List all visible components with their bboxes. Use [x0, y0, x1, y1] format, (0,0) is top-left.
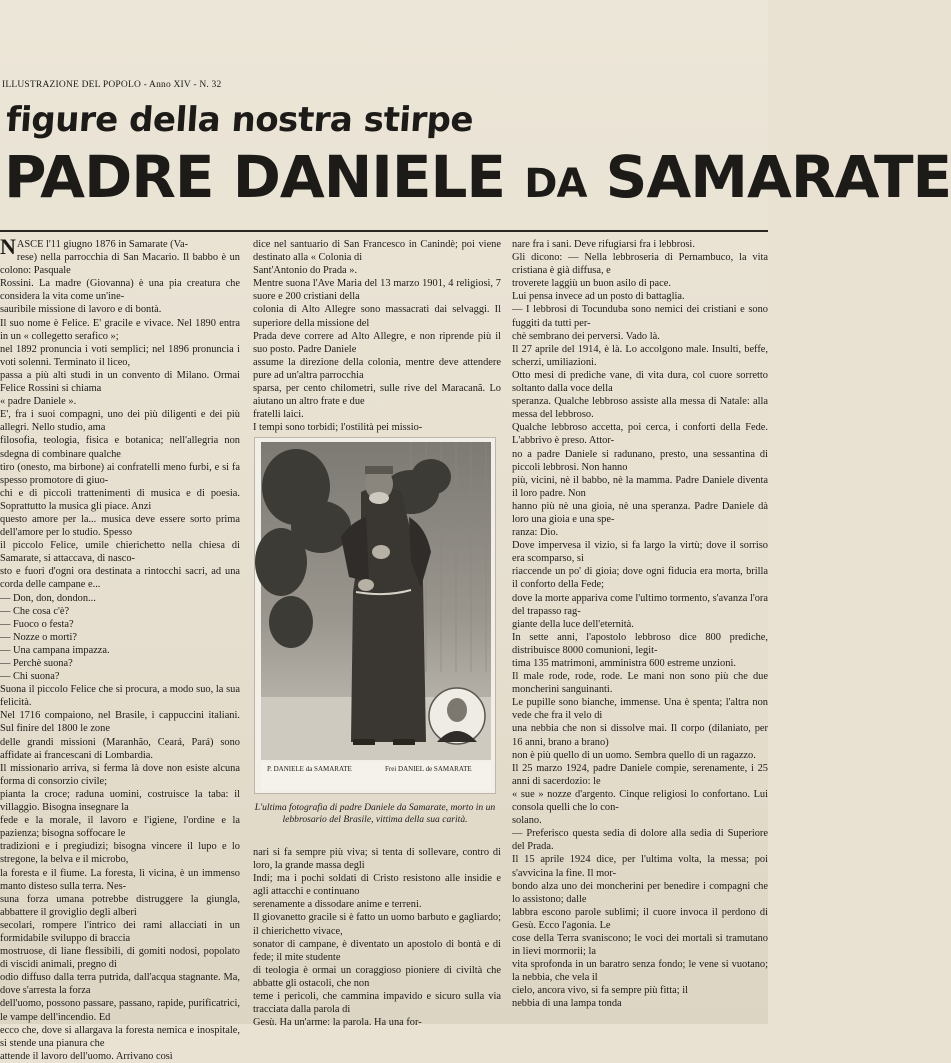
- text-paragraph: — Preferisco questa sedia di dolore alla sedia di Superiore del Prada.: [512, 828, 768, 853]
- drop-cap: N: [0, 234, 16, 259]
- text-paragraph: — Perchè suona?: [0, 658, 73, 669]
- text-paragraph: chi e di piccoli trattenimenti di musica e di poesia. Soprattutto la musica gli piace. Anzi: [0, 487, 240, 512]
- text-paragraph: sparsa, per cento chilometri, sulle rive del Maracanã. Lo aiutano un altro frate e due: [253, 383, 501, 408]
- portrait-photo-drawing: [261, 442, 491, 760]
- text-paragraph: Prada deve correre ad Alto Allegre, e non riprende più il suo posto. Padre Daniele: [253, 330, 501, 355]
- text-paragraph: cielo, ancora vivo, si fa sempre più fitta; il: [512, 985, 689, 997]
- text-paragraph: assume la direzione della colonia, mentre deve attendere pure ad un'altra parrocchia: [253, 356, 501, 381]
- text-paragraph: ASCE l'11 giugno 1876 in Samarate (Va-: [16, 239, 189, 250]
- text-paragraph: Suona il piccolo Felice che si procura, a modo suo, la sua felicità.: [0, 684, 240, 709]
- text-paragraph: dell'uomo, possono passare, passano, rapide, purificatrici, le vampe dell'incendio. Ed: [0, 998, 240, 1023]
- photo-label-right: Frei DANIEL de SAMARATE: [385, 765, 472, 773]
- text-paragraph: troverete laggiù un buon asilo di pace.: [512, 278, 671, 290]
- text-paragraph: In sette anni, l'apostolo lebbroso dice 800 prediche, distribuisce 8000 comunioni, legit-: [512, 631, 768, 656]
- text-paragraph: Il giovanetto gracile si è fatto un uomo barbuto e gagliardo; il chierichetto vivace,: [253, 912, 501, 937]
- column-1-text: [0, 234, 240, 1063]
- text-paragraph: la foresta e il fiume. La foresta, lì vicina, è un immenso manto disteso sulla terra. Nes-: [0, 867, 240, 892]
- text-paragraph: solano.: [512, 815, 542, 827]
- text-paragraph: nare fra i sani. Deve rifugiarsi fra i lebbrosi.: [512, 239, 695, 250]
- text-paragraph: Rossini. La madre (Giovanna) è una pia creatura che considera la vita come un'ine-: [0, 278, 240, 303]
- text-paragraph: — Don, don, dondon...: [0, 592, 96, 604]
- article-kicker: figure della nostra stirpe: [4, 100, 475, 140]
- text-paragraph: Il 27 aprile del 1914, è là. Lo accolgono male. Insulti, beffe, scherzi, umiliazioni.: [512, 343, 768, 368]
- text-paragraph: vita sprofonda in un baratro senza fondo; le vene si vuotano; la nebbia, che vela il: [512, 959, 768, 984]
- photo-caption: L'ultima fotografia di padre Daniele da Samarate, morto in un lebbrosario del Brasile, vittima della sua carità.: [254, 802, 496, 826]
- text-paragraph: speranza. Qualche lebbroso assiste alla messa di Natale: alla messa del lebbroso.: [512, 396, 768, 421]
- title-word-samarate: SAMARATE: [605, 143, 951, 211]
- portrait-photo: [261, 442, 491, 760]
- text-paragraph: serenamente a dissodare anime e terreni.: [253, 899, 422, 911]
- text-paragraph: Lui pensa invece ad un posto di battaglia.: [512, 291, 685, 303]
- text-paragraph: « sue » nozze d'argento. Cinque religiosi lo confortano. Lui consola quelli che lo con-: [512, 788, 768, 814]
- text-paragraph: Le pupille sono bianche, immense. Una è spenta; l'altra non vede che fra il velo di: [512, 697, 768, 722]
- text-paragraph: Il male rode, rode, rode. Le mani non sono più che due moncherini sanguinanti.: [512, 671, 768, 696]
- text-paragraph: — Nozze o morti?: [0, 631, 78, 643]
- text-paragraph: fratelli laici.: [253, 409, 304, 421]
- text-paragraph: dove la morte appariva come l'ultimo tormento, s'avanza l'ora del trapasso rag-: [512, 592, 768, 617]
- text-paragraph: — Fuoco o festa?: [0, 618, 74, 630]
- text-paragraph: sto e fuori d'ogni ora destinata a rintocchi sacri, ad una corda delle campane e...: [0, 566, 240, 591]
- text-paragraph: non è più quello di un uomo. Sembra quello di un ragazzo.: [512, 749, 756, 761]
- text-paragraph: suna forza umana potrebbe distruggere la giungla, abbattere il groviglio degli alberi: [0, 893, 240, 918]
- text-paragraph: passa a più alti studi in un convento di Milano. Ormai Felice Rossini si chiama: [0, 369, 240, 395]
- column-3-text: [512, 238, 768, 1011]
- portrait-photo-frame: [254, 437, 496, 794]
- column-2b-text: [253, 846, 501, 1029]
- text-paragraph: tiro (onesto, ma birbone) ai confratelli meno furbi, e si fa spesso promotore di giuo-: [0, 461, 240, 486]
- text-paragraph: il piccolo Felice, umile chierichetto nella chiesa di Samarate, si attaccava, di nasco-: [0, 540, 240, 565]
- text-paragraph: Qualche lebbroso accetta, poi cerca, i conforti della Fede. L'abbrivo è preso. Attor-: [512, 422, 768, 447]
- text-paragraph: sonator di campane, è diventato un apostolo di bontà e di fede; il mite studente: [253, 938, 501, 963]
- text-paragraph: mostruose, di liane flessibili, di gomiti nodosi, popolato di viscidi animali, pregno di: [0, 946, 240, 971]
- running-header: ILLUSTRAZIONE DEL POPOLO - Anno XIV - N. 32: [2, 80, 222, 90]
- text-paragraph: cose della Terra svaniscono; le voci dei mortali si tramutano in lievi mormorii; la: [512, 932, 768, 958]
- text-paragraph: Sant'Antonio do Prada ».: [253, 265, 358, 277]
- text-paragraph: colonia di Alto Allegre sono massacrati dai selvaggi. Il superiore della missione del: [253, 304, 501, 329]
- article-column-2-bottom: [253, 846, 501, 1029]
- text-paragraph: più, vicini, nè il babbo, nè la mamma. Padre Daniele diventa il loro padre. Non: [512, 474, 768, 499]
- article-column-2-top: [253, 238, 501, 434]
- text-paragraph: Otto mesi di prediche vane, di vita dura, col cuore sorretto soltanto dalla voce della: [512, 369, 768, 395]
- text-paragraph: — Una campana impazza.: [0, 644, 110, 656]
- text-paragraph: E', fra i suoi compagni, uno dei più diligenti e dei più allegri. Nello studio, ama: [0, 409, 240, 434]
- text-paragraph: nebbia di una lampa tonda: [512, 998, 622, 1010]
- text-paragraph: « padre Daniele ».: [0, 396, 77, 408]
- text-paragraph: — I lebbrosi di Tocunduba sono nemici dei cristiani e sono fuggiti da tutti per-: [512, 304, 768, 329]
- text-paragraph: nel 1892 pronuncia i voti semplici; nel 1896 pronuncia i voti solenni. Terminato il liceo,: [0, 343, 240, 368]
- text-paragraph: ranza: Dio.: [512, 527, 559, 539]
- photo-label-left: P. DANIELE da SAMARATE: [267, 765, 352, 773]
- text-paragraph: hanno più nè una gioia, nè una speranza. Padre Daniele dà loro una gioia e una spe-: [512, 500, 768, 525]
- text-paragraph: — Chi suona?: [0, 671, 60, 683]
- text-paragraph: Il 15 aprile 1924 dice, per l'ultima volta, la messa; poi s'avvicina la fine. Il mor-: [512, 854, 768, 879]
- text-paragraph: bondo alza uno dei moncherini per benedire i compagni che lo assistono; dalle: [512, 880, 768, 905]
- text-paragraph: questo amore per la... musica deve essere sorto prima dell'amore per lo studio. Spesso: [0, 513, 240, 539]
- text-paragraph: di teologia è ormai un coraggioso pioniere di civiltà che abbatte gli ostacoli, che non: [253, 964, 501, 989]
- title-word-da: DA: [524, 161, 587, 207]
- text-paragraph: giante della luce dell'eternità.: [512, 618, 634, 630]
- text-paragraph: ecco che, dove si allargava la foresta nemica e inospitale, si stende una pianura che: [0, 1024, 240, 1049]
- text-paragraph: Nel 1716 compaiono, nel Brasile, i cappuccini italiani. Sul finire del 1800 le zone: [0, 710, 240, 735]
- text-paragraph: I tempi sono torbidi; l'ostilità pei missio-: [253, 422, 423, 434]
- text-paragraph: nari si fa sempre più viva; si tenta di sollevare, contro di loro, la grande massa degli: [253, 847, 501, 872]
- photo-label-strip: [261, 762, 491, 790]
- title-word-daniele: DANIELE: [232, 143, 506, 211]
- article-column-1: [0, 234, 240, 1062]
- text-paragraph: pianta la croce; raduna uomini, costruisce la taba: il villaggio. Bisogna insegnare la: [0, 788, 240, 814]
- text-paragraph: Gli dicono: — Nella lebbroseria di Pernambuco, la vita cristiana è già diffusa, e: [512, 252, 768, 277]
- text-paragraph: attende il lavoro dell'uomo. Arrivano così: [0, 1050, 173, 1062]
- title-rule: [0, 230, 768, 232]
- text-paragraph: Mentre suona l'Ave Maria del 13 marzo 1901, 4 religiosi, 7 suore e 200 cristiani della: [253, 278, 501, 303]
- article-column-3: [512, 238, 768, 1024]
- text-paragraph: odio diffuso dalla terra putrida, dall'acqua stagnante. Ma, dove s'arresta la forza: [0, 972, 240, 997]
- text-paragraph: — Che cosa c'è?: [0, 605, 70, 617]
- text-paragraph: teme i pericoli, che cammina impavido e sicuro sulla via tracciata dalla parola di: [253, 991, 501, 1016]
- text-paragraph: una nebbia che non si dissolve mai. Il corpo (dilaniato, per 16 anni, brano a brano): [512, 723, 768, 748]
- text-paragraph: no a padre Daniele si radunano, presto, una sessantina di piccoli lebbrosi. Non hanno: [512, 448, 768, 473]
- text-paragraph: filosofia, teologia, fisica e botanica; nell'allegria non sdegna di combinare qualche: [0, 435, 240, 460]
- text-paragraph: tradizioni e i pregiudizi; bisogna vincere il lupo e lo stregone, la belva e il microbo,: [0, 841, 240, 866]
- text-paragraph: delle grandi missioni (Maranhão, Ceará, Pará) sono affidate ai francescani di Lombardia.: [0, 736, 240, 761]
- text-paragraph: Indi; ma i pochi soldati di Cristo resistono alle insidie e agli attacchi e continuano: [253, 873, 501, 898]
- text-paragraph: riaccende un po' di gioia; dove ogni fiducia era morta, brilla il conforto della Fede;: [512, 566, 768, 591]
- column-2-text: [253, 238, 501, 434]
- text-paragraph: dice nel santuario di San Francesco in Canindè; poi viene destinato alla « Colonia di: [253, 239, 501, 264]
- text-paragraph: rese) nella parrocchia di San Macario. Il babbo è un colono: Pasquale: [0, 252, 240, 277]
- article-title: [4, 143, 951, 211]
- text-paragraph: Il suo nome è Felice. E' gracile e vivace. Nel 1890 entra in un « collegetto serafico »;: [0, 317, 240, 342]
- title-word-padre: PADRE: [4, 143, 214, 211]
- text-paragraph: Il missionario arriva, si ferma là dove non esiste alcuna forma di consorzio civile;: [0, 762, 240, 787]
- text-paragraph: sauribile missione di lavoro e di bontà.: [0, 304, 162, 316]
- text-paragraph: secolari, rompere l'intrico dei rami allacciati in un formidabile sviluppo di braccia: [0, 919, 240, 944]
- text-paragraph: Dove impervesa il vizio, si fa largo la virtù; dove il sorriso era scomparso, si: [512, 540, 768, 565]
- text-paragraph: chè sembrano dei perversi. Vado là.: [512, 330, 660, 342]
- text-paragraph: Gesù. Ha un'arme: la parola. Ha una for-: [253, 1017, 422, 1029]
- text-paragraph: Il 25 marzo 1924, padre Daniele compie, serenamente, i 25 anni di sacerdozio: le: [512, 762, 768, 787]
- text-paragraph: labbra escono parole sublimi; il cuore invoca il perdono di Gesù. Ecco l'agonia. Le: [512, 906, 768, 931]
- text-paragraph: tima 135 matrimoni, amministra 600 estreme unzioni.: [512, 658, 736, 669]
- text-paragraph: fede e la morale, il lavoro e l'igiene, l'ordine e la pazienza; bisogna soffocare le: [0, 815, 240, 840]
